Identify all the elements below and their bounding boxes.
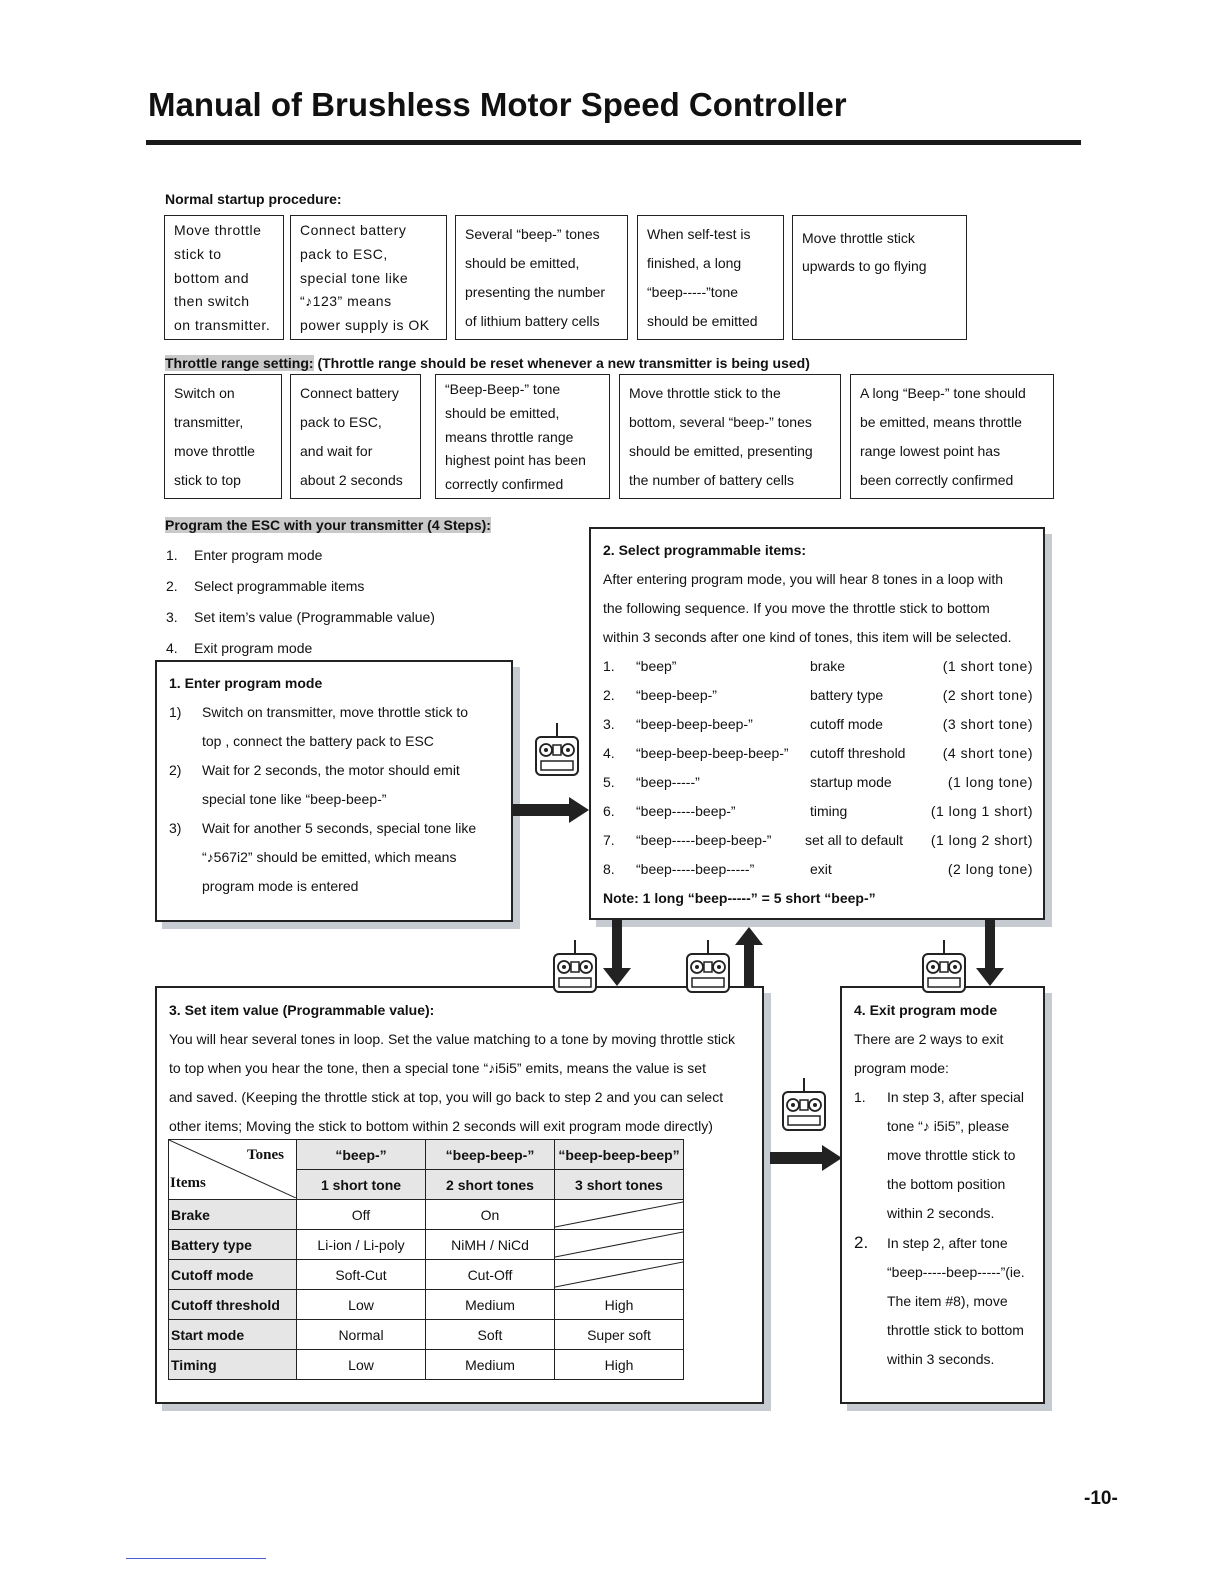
set-value-box [155, 986, 764, 1404]
table-cell: Soft-Cut [297, 1260, 426, 1290]
table-cell: Normal [297, 1320, 426, 1350]
step-line: pack to ESC, [300, 414, 382, 431]
step-line: When self-test is [647, 226, 751, 243]
select-items-note: Note: 1 long “beep-----” = 5 short “beep-” [603, 890, 876, 906]
step-line: bottom, several “beep-” tones [629, 414, 812, 431]
arrow-down-icon [976, 920, 1004, 986]
col-label-2: 2 short tones [426, 1170, 555, 1200]
program-step-label: Select programmable items [194, 578, 365, 594]
page-number: -10- [1084, 1488, 1118, 1509]
step-line: range lowest point has [860, 442, 1001, 459]
step-line: Move throttle [174, 222, 262, 238]
normal-startup-heading: Normal startup procedure: [165, 191, 342, 207]
select-item-desc: (1 short tone) [942, 658, 1033, 674]
select-item-tone: “beep-beep-beep-beep-” [636, 745, 789, 761]
table-row-label: Brake [169, 1200, 297, 1230]
step-line: of lithium battery cells [465, 312, 600, 329]
select-item-tone: “beep-----beep-----” [636, 861, 755, 877]
select-item-tone: “beep-beep-” [636, 687, 717, 703]
table-cell: Low [297, 1290, 426, 1320]
enter-step-line: Switch on transmitter, move throttle stick to [202, 704, 469, 720]
step-line: transmitter, [174, 414, 244, 431]
throttle-range-note: (Throttle range should be reset whenever a new transmitter is being used) [317, 355, 810, 371]
startup-step-box [637, 215, 784, 340]
table-row-label: Cutoff mode [169, 1260, 297, 1290]
exit-step-line: In step 2, after tone [887, 1235, 1008, 1251]
col-label-1: 1 short tone [297, 1170, 426, 1200]
step-line: Connect battery [300, 222, 407, 238]
table-cell: On [426, 1200, 555, 1230]
step-line: pack to ESC, [300, 245, 388, 262]
arrow-down-icon [603, 920, 631, 986]
exit-intro-line: program mode: [854, 1060, 949, 1076]
corner-tones-label: Tones [247, 1147, 284, 1163]
enter-step-line: program mode is entered [202, 878, 359, 894]
startup-step-box [290, 215, 447, 340]
enter-step-num: 3) [169, 820, 182, 836]
exit-step-line: “beep-----beep-----”(ie. [887, 1264, 1025, 1280]
table-cell: Low [297, 1350, 426, 1380]
step-line: Move throttle stick to the [629, 385, 781, 402]
exit-step-line: throttle stick to bottom [887, 1322, 1024, 1338]
table-row-label: Cutoff threshold [169, 1290, 297, 1320]
step-line: Switch on [174, 385, 235, 402]
select-item-name: set all to default [805, 832, 904, 848]
transmitter-icon [534, 723, 580, 782]
table-row-label: Battery type [169, 1230, 297, 1260]
select-item-num: 4. [603, 745, 615, 761]
enter-program-title: 1. Enter program mode [169, 675, 323, 691]
select-item-desc: (1 long tone) [947, 774, 1033, 790]
arrow-up-icon [735, 927, 763, 986]
step-line: and wait for [300, 442, 373, 459]
step-line: “♪123” means [300, 293, 392, 310]
step-line: should be emitted, presenting [629, 442, 813, 459]
exit-step-line: within 3 seconds. [887, 1351, 995, 1367]
select-item-name: brake [810, 658, 846, 674]
exit-step-line: move throttle stick to [887, 1147, 1016, 1163]
step-line: Move throttle stick [802, 230, 915, 246]
exit-step-line: tone “♪ i5i5”, please [887, 1118, 1010, 1134]
select-intro-line: the following sequence. If you move the throttle stick to bottom [603, 600, 990, 616]
table-row [169, 1320, 684, 1350]
step-line: upwards to go flying [802, 258, 927, 274]
step-line: the number of battery cells [629, 471, 794, 488]
step-line: on transmitter. [174, 317, 271, 333]
exit-step-line: within 2 seconds. [887, 1205, 995, 1221]
program-step-label: Enter program mode [194, 547, 323, 563]
set-value-line: You will hear several tones in loop. Set the value matching to a tone by moving throttle stick [169, 1031, 736, 1047]
exit-program-title: 4. Exit program mode [854, 1002, 998, 1018]
set-value-line: to top when you hear the tone, then a special tone “♪i5i5” emits, means the value is set [169, 1060, 706, 1076]
exit-step-num: 1. [854, 1089, 866, 1105]
select-item-name: cutoff threshold [810, 745, 906, 761]
throttle-range-heading-row [165, 355, 810, 371]
table-row [169, 1290, 684, 1320]
select-item-num: 2. [603, 687, 615, 703]
step-line: Connect battery [300, 385, 399, 402]
throttle-step-box [619, 374, 841, 499]
select-item-name: timing [810, 803, 848, 819]
table-cell: NiMH / NiCd [426, 1230, 555, 1260]
select-item-tone: “beep-beep-beep-” [636, 716, 753, 732]
select-item-tone: “beep” [636, 658, 677, 674]
transmitter-icon [685, 940, 731, 999]
table-cell: Super soft [555, 1320, 684, 1350]
select-intro-line: within 3 seconds after one kind of tones, this item will be selected. [603, 629, 1012, 645]
enter-step-line: Wait for another 5 seconds, special tone like [202, 820, 477, 836]
program-step-num: 4. [166, 640, 178, 656]
set-value-line: and saved. (Keeping the throttle stick at top, you will go back to step 2 and you can select [169, 1089, 724, 1105]
select-items-box [589, 527, 1045, 920]
exit-step-line: In step 3, after special [887, 1089, 1024, 1105]
select-item-num: 1. [603, 658, 615, 674]
col-tone-2: “beep-beep-” [426, 1140, 555, 1170]
table-row-label: Start mode [169, 1320, 297, 1350]
step-line: been correctly confirmed [860, 471, 1014, 488]
transmitter-icon [921, 940, 967, 999]
select-item-desc: (1 long 2 short) [930, 832, 1033, 848]
throttle-step-box [164, 374, 282, 499]
step-line: should be emitted, [465, 255, 580, 272]
select-item-num: 8. [603, 861, 615, 877]
throttle-step-box [290, 374, 421, 499]
exit-step-line: The item #8), move [887, 1293, 1008, 1309]
table-row [169, 1230, 684, 1260]
table-corner [169, 1140, 297, 1200]
transmitter-icon [781, 1078, 827, 1137]
step-line: about 2 seconds [300, 471, 403, 488]
enter-program-box [155, 660, 513, 922]
enter-step-line: “♪567i2” should be emitted, which means [202, 849, 457, 865]
program-step-label: Exit program mode [194, 640, 313, 656]
select-intro-line: After entering program mode, you will hear 8 tones in a loop with [603, 571, 1003, 587]
value-table-wrap [168, 1139, 684, 1380]
select-item-num: 5. [603, 774, 615, 790]
table-cell: Off [297, 1200, 426, 1230]
enter-step-num: 1) [169, 704, 182, 720]
throttle-range-heading: Throttle range setting: [165, 355, 314, 371]
select-item-num: 3. [603, 716, 615, 732]
enter-step-line: Wait for 2 seconds, the motor should emit [202, 762, 460, 778]
set-value-title: 3. Set item value (Programmable value): [169, 1002, 435, 1018]
select-item-desc: (1 long 1 short) [930, 803, 1033, 819]
set-value-line: other items; Moving the stick to bottom within 2 seconds will exit program mode directly) [169, 1118, 713, 1134]
table-cell: Soft [426, 1320, 555, 1350]
step-line: power supply is OK [300, 317, 430, 333]
empty-cell [555, 1230, 684, 1260]
transmitter-icon [552, 940, 598, 999]
select-item-desc: (2 long tone) [947, 861, 1033, 877]
col-tone-3: “beep-beep-beep” [555, 1140, 684, 1170]
step-line: “beep-----”tone [647, 283, 739, 300]
table-cell: Li-ion / Li-poly [297, 1230, 426, 1260]
throttle-step-box [435, 374, 610, 499]
step-line: move throttle [174, 442, 255, 459]
step-line: should be emitted, [445, 404, 560, 421]
step-line: should be emitted [647, 312, 758, 329]
enter-step-line: special tone like “beep-beep-” [202, 791, 387, 807]
table-row [169, 1350, 684, 1380]
step-line: A long “Beep-” tone should [860, 385, 1026, 402]
page-title: Manual of Brushless Motor Speed Controller [148, 86, 847, 123]
exit-program-box [840, 986, 1045, 1404]
throttle-step-box [850, 374, 1054, 499]
program-step-num: 2. [166, 578, 178, 594]
step-line: then switch [174, 293, 250, 310]
step-line: “Beep-Beep-” tone [445, 381, 561, 397]
arrow-right-icon [513, 797, 589, 823]
startup-step-box [164, 215, 284, 340]
table-cell: High [555, 1290, 684, 1320]
step-line: bottom and [174, 269, 250, 286]
step-line: be emitted, means throttle [860, 414, 1022, 431]
select-item-tone: “beep-----” [636, 774, 700, 790]
col-tone-1: “beep-” [297, 1140, 426, 1170]
select-item-name: cutoff mode [810, 716, 883, 732]
value-table [168, 1139, 684, 1380]
select-item-desc: (2 short tone) [942, 687, 1033, 703]
enter-step-num: 2) [169, 762, 182, 778]
startup-step-box [792, 215, 967, 340]
program-step-num: 3. [166, 609, 178, 625]
select-item-tone: “beep-----beep-beep-” [636, 832, 772, 848]
select-items-title: 2. Select programmable items: [603, 542, 807, 558]
step-line: stick to top [174, 471, 241, 488]
select-item-name: exit [810, 861, 832, 877]
table-row [169, 1260, 684, 1290]
arrow-right-icon [770, 1145, 842, 1171]
exit-step-line: the bottom position [887, 1176, 1006, 1192]
table-cell: Medium [426, 1290, 555, 1320]
select-item-name: startup mode [810, 774, 892, 790]
empty-cell [555, 1200, 684, 1230]
step-line: Several “beep-” tones [465, 226, 600, 243]
step-line: highest point has been [445, 452, 586, 469]
program-step-label: Set item’s value (Programmable value) [194, 609, 435, 625]
step-line: special tone like [300, 269, 409, 286]
step-line: means throttle range [445, 428, 574, 445]
exit-intro-line: There are 2 ways to exit [854, 1031, 1004, 1047]
select-item-num: 6. [603, 803, 615, 819]
enter-step-line: top , connect the battery pack to ESC [202, 733, 434, 749]
startup-step-box [455, 215, 628, 340]
program-heading: Program the ESC with your transmitter (4 Steps): [165, 517, 491, 533]
col-label-3: 3 short tones [555, 1170, 684, 1200]
select-item-desc: (4 short tone) [942, 745, 1033, 761]
table-cell: Medium [426, 1350, 555, 1380]
table-cell: Cut-Off [426, 1260, 555, 1290]
step-line: presenting the number [465, 283, 606, 300]
table-row [169, 1200, 684, 1230]
step-line: finished, a long [647, 255, 742, 272]
title-divider [146, 140, 1081, 145]
program-step-num: 1. [166, 547, 178, 563]
footer-link-line [126, 1558, 266, 1559]
corner-items-label: Items [170, 1175, 206, 1191]
step-line: stick to [174, 245, 222, 262]
select-item-num: 7. [603, 832, 615, 848]
select-item-name: battery type [810, 687, 884, 703]
empty-cell [555, 1260, 684, 1290]
table-row-label: Timing [169, 1350, 297, 1380]
select-item-desc: (3 short tone) [942, 716, 1033, 732]
step-line: correctly confirmed [445, 476, 564, 492]
table-cell: High [555, 1350, 684, 1380]
exit-step-num: 2. [854, 1233, 869, 1252]
select-item-tone: “beep-----beep-” [636, 803, 736, 819]
